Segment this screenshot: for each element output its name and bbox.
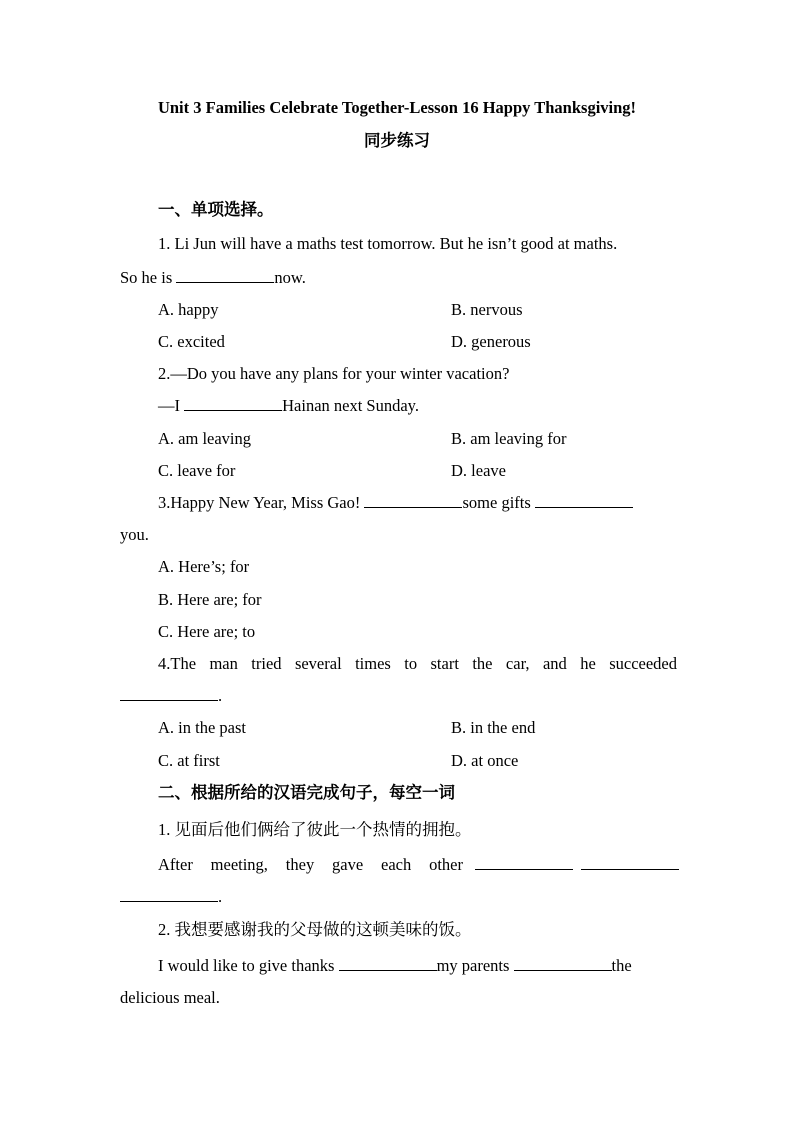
s2-q1-line2	[120, 887, 222, 907]
q4-option-c: C. at first	[158, 751, 220, 770]
s2-q1-english: After meeting, they gave each other	[158, 855, 463, 874]
q3-line2: you.	[120, 525, 149, 544]
s2-q2-line2: delicious meal.	[120, 988, 220, 1007]
q4-text: 4.The man tried several times to start the car, and he succeeded	[158, 654, 677, 673]
s2-q1-blank-1[interactable]	[475, 855, 573, 870]
section1-heading: 一、单项选择。	[158, 200, 274, 219]
q4-blank[interactable]	[120, 686, 218, 701]
q2-text-post: Hainan next Sunday.	[282, 396, 419, 415]
q3-line1	[158, 493, 633, 513]
s2-q2-text-mid: my parents	[436, 956, 514, 975]
s2-q1-blank-3[interactable]	[120, 887, 218, 902]
s2-q2-text-pre: I would like to give thanks	[158, 956, 339, 975]
q2-text: 2.—Do you have any plans for your winter vacation?	[158, 364, 510, 383]
s2-q1-chinese: 1. 见面后他们俩给了彼此一个热情的拥抱。	[158, 820, 472, 839]
s2-q2-blank-2[interactable]	[514, 956, 612, 971]
q1-blank[interactable]	[176, 268, 274, 283]
q3-option-b: B. Here are; for	[158, 590, 262, 609]
q4-option-a: A. in the past	[158, 718, 246, 737]
s2-q1-blanks	[475, 855, 679, 870]
q3-option-a: A. Here’s; for	[158, 557, 250, 576]
q2-option-b: B. am leaving for	[451, 429, 567, 448]
q3-blank-1[interactable]	[364, 493, 462, 508]
q2-option-c: C. leave for	[158, 461, 236, 480]
q1-text: 1. Li Jun will have a maths test tomorrow. But he isn’t good at maths.	[158, 234, 618, 253]
q3-text-mid: some gifts	[462, 493, 535, 512]
q2-option-d: D. leave	[451, 461, 506, 480]
s2-q2-english-line	[158, 956, 632, 976]
s2-q1-text-post: .	[218, 887, 223, 906]
q4-line2	[120, 686, 222, 706]
q4-option-b: B. in the end	[451, 718, 536, 737]
q1-option-d: D. generous	[451, 332, 531, 351]
section2-heading: 二、根据所给的汉语完成句子，每空一词	[158, 783, 455, 802]
s2-q1-english-text	[158, 855, 463, 875]
page-subtitle: 同步练习	[364, 131, 430, 150]
page-title: Unit 3 Families Celebrate Together-Lesson 16 Happy Thanksgiving!	[157, 98, 637, 117]
q2-line2	[158, 396, 419, 416]
q1-option-c: C. excited	[158, 332, 225, 351]
q3-blank-2[interactable]	[535, 493, 633, 508]
s2-q1-english-line	[158, 855, 679, 875]
q2-blank[interactable]	[184, 396, 282, 411]
q4-text-post: .	[218, 686, 223, 705]
q2-option-a: A. am leaving	[158, 429, 252, 448]
q1-option-a: A. happy	[158, 300, 219, 319]
q3-option-c: C. Here are; to	[158, 622, 256, 641]
s2-q2-chinese: 2. 我想要感谢我的父母做的这顿美味的饭。	[158, 920, 472, 939]
s2-q2-text-post: the	[611, 956, 632, 975]
q1-text-pre: So he is	[120, 268, 177, 287]
q2-text-pre: —I	[158, 396, 185, 415]
q1-text-post: now.	[274, 268, 306, 287]
s2-q2-blank-1[interactable]	[339, 956, 437, 971]
q3-text-pre: 3.Happy New Year, Miss Gao!	[158, 493, 365, 512]
s2-q1-blank-2[interactable]	[581, 855, 679, 870]
q1-option-b: B. nervous	[451, 300, 523, 319]
q1-line2	[120, 268, 306, 288]
q4-option-d: D. at once	[451, 751, 519, 770]
